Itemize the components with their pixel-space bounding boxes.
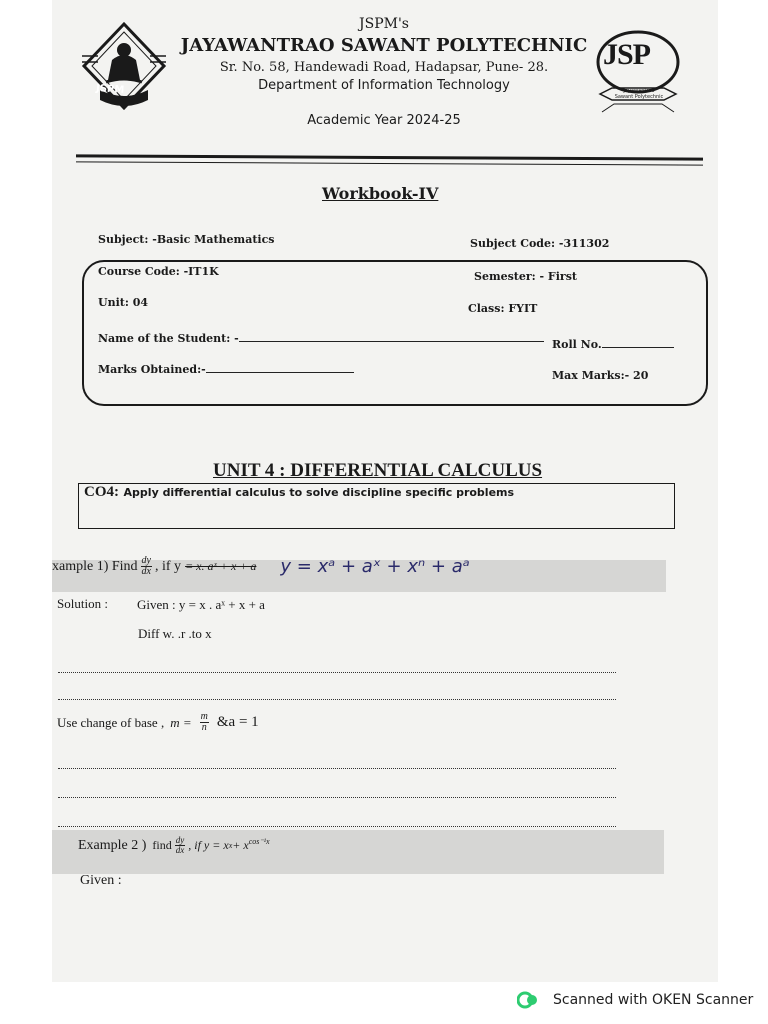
solution-label: Solution : xyxy=(57,596,108,611)
course-outcome-line xyxy=(84,484,514,501)
class-label: Class: FYIT xyxy=(468,302,538,315)
academic-year: Academic Year 2024-25 xyxy=(307,113,461,128)
course-outcome-code: CO4: xyxy=(84,484,119,500)
jsp-logo-label: JSP xyxy=(603,38,651,71)
change-of-base-line xyxy=(57,712,259,733)
institute-name: JAYAWANTRAO SAWANT POLYTECHNIC xyxy=(180,35,588,56)
example-2-find: find xyxy=(152,838,172,852)
example-2-exponent-2: cos⁻¹x xyxy=(248,837,270,846)
answer-line[interactable] xyxy=(58,826,616,827)
example-2-exponent-1: x xyxy=(228,841,233,850)
answer-line[interactable] xyxy=(58,672,616,673)
student-name-label: Name of the Student: - xyxy=(98,329,544,345)
max-marks-label: Max Marks:- 20 xyxy=(552,369,649,382)
subject-code-label: Subject Code: -311302 xyxy=(470,237,610,250)
example-2-statement xyxy=(78,836,270,855)
example-2-fraction: $\frac{dy}{dx}$ xyxy=(175,835,185,855)
unit-label: Unit: 04 xyxy=(98,296,149,309)
institute-address: Sr. No. 58, Handewadi Road, Hadapsar, Pune- 28. xyxy=(219,60,549,75)
course-code-label: Course Code: -IT1K xyxy=(98,265,219,278)
marks-obtained-label: Marks Obtained:- xyxy=(98,360,354,376)
change-of-base-suffix: &a = 1 xyxy=(216,714,259,730)
student-name-blank[interactable] xyxy=(239,329,544,342)
roll-no-blank[interactable] xyxy=(602,335,674,348)
example-1-handwritten-expression: y = xᵃ + aˣ + xⁿ + aᵃ xyxy=(280,556,470,577)
course-outcome-text: Apply differential calculus to solve discipline specific problems xyxy=(123,486,515,499)
answer-line[interactable] xyxy=(58,797,616,798)
workbook-title: Workbook-IV xyxy=(322,184,439,203)
unit-title: UNIT 4 : DIFFERENTIAL CALCULUS xyxy=(213,460,543,481)
subject-label: Subject: -Basic Mathematics xyxy=(98,233,275,246)
example-1-struck-expression: = x. aˣ + x + a xyxy=(185,559,257,573)
solution-given: Given : y = x . aˣ + x + a xyxy=(137,597,265,612)
example-2-prefix: Example 2 ) xyxy=(78,837,147,853)
change-of-base-fraction: $\frac{m}{n}$ xyxy=(200,711,208,733)
example-1-condition: , if y xyxy=(155,558,182,574)
change-of-base-prefix: Use change of base , xyxy=(57,714,165,730)
jsp-logo-caption: Jayawantrao Sawant Polytechnic xyxy=(614,88,664,100)
roll-no-label: Roll No. xyxy=(552,335,674,351)
example-1-statement xyxy=(52,556,470,577)
given-label: Given : xyxy=(80,873,122,888)
example-1-fraction: $\frac{dy}{dx}$ xyxy=(141,555,151,577)
example-1-prefix: xample 1) Find xyxy=(52,558,138,574)
jspm-logo-label: JSPM xyxy=(95,83,125,96)
answer-line[interactable] xyxy=(58,768,616,769)
example-2-condition: , if y = x xyxy=(188,838,229,852)
marks-obtained-blank[interactable] xyxy=(206,360,354,373)
solution-diff: Diff w. .r .to x xyxy=(138,626,212,641)
oken-scanner-icon xyxy=(517,991,539,1009)
org-short-name: JSPM's xyxy=(359,16,409,32)
department-name: Department of Information Technology xyxy=(258,78,510,93)
change-of-base-m: m = xyxy=(170,714,192,730)
scanner-watermark: Scanned with OKEN Scanner xyxy=(553,992,754,1008)
semester-label: Semester: - First xyxy=(474,270,577,283)
example-2-plus: + x xyxy=(232,838,249,852)
answer-line[interactable] xyxy=(58,699,616,700)
